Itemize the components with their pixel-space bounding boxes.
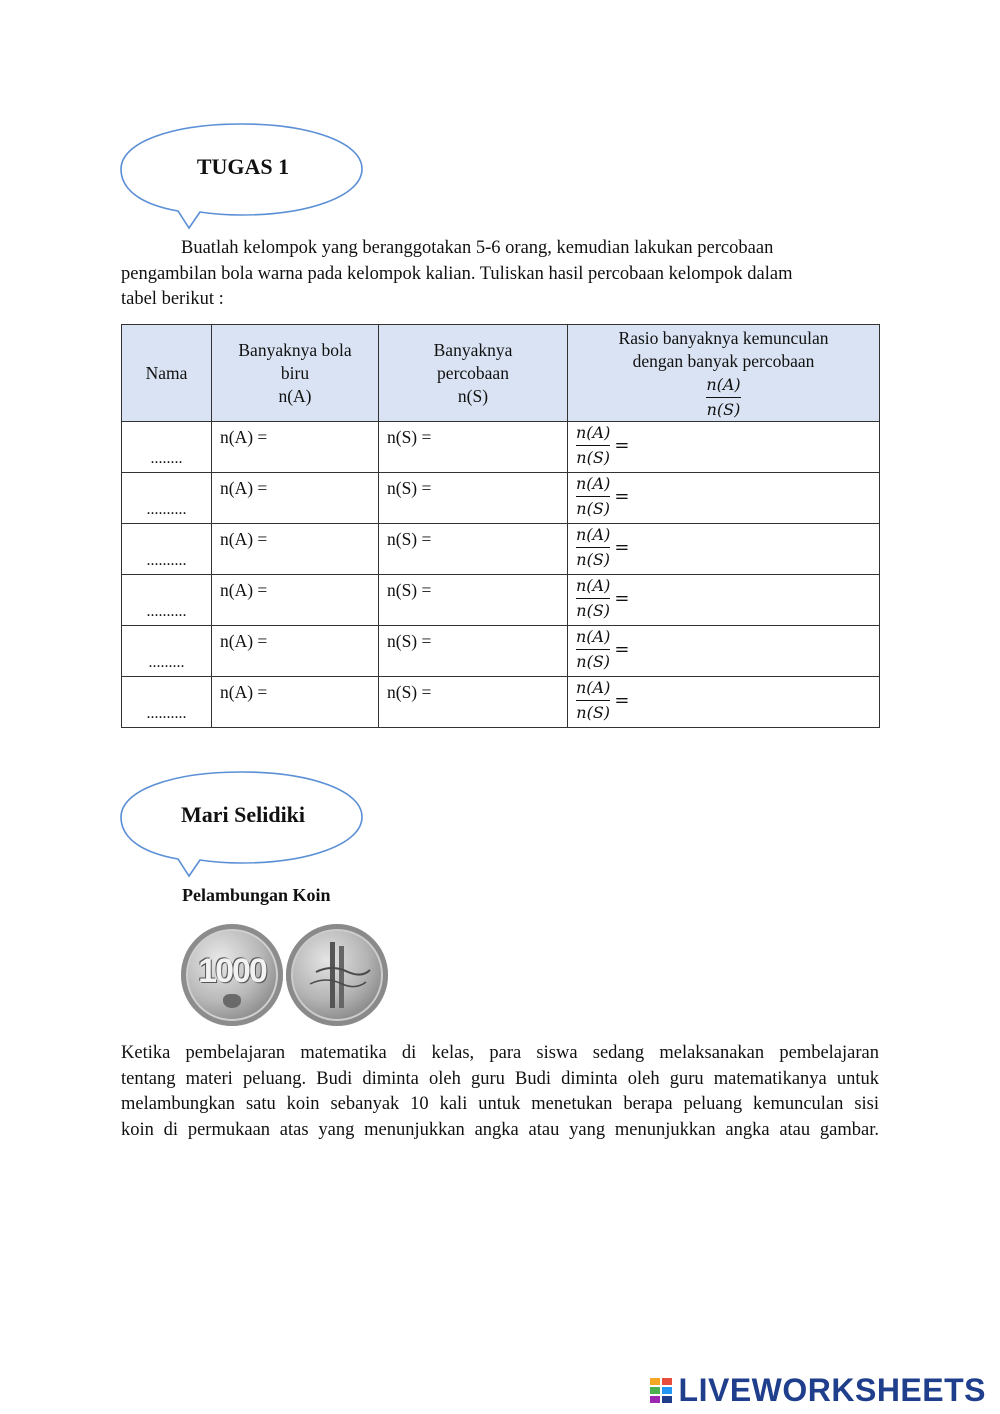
name-cell[interactable] [122, 422, 212, 473]
story-line-4: koin di permukaan atas yang menunjukkan angka atau yang menunjukkan angka atau gambar. [121, 1119, 879, 1140]
ratio-fraction: $\frac{n(A)}{n(S)}$ [576, 678, 611, 722]
ratio-fraction: $\frac{n(A)}{n(S)}$ [576, 576, 611, 620]
ratio-fraction: $\frac{n(A)}{n(S)}$ [576, 525, 611, 569]
story-line-3: melambungkan satu koin sebanyak 10 kali untuk menetukan berapa peluang kemunculan sisi [121, 1094, 879, 1114]
equals-sign: = [614, 435, 630, 456]
header-ratio: Rasio banyaknya kemunculan dengan banyak percobaan $\frac{n(A)}{n(S)}$ [568, 325, 880, 422]
na-cell[interactable] [212, 473, 379, 524]
coin-story-paragraph [121, 1041, 879, 1143]
ns-label: n(S) = [387, 682, 432, 702]
equals-sign: = [614, 690, 630, 711]
intro-line-2: pengambilan bola warna pada kelompok kalian. Tuliskan hasil percobaan kelompok dalam [121, 263, 793, 284]
intro-line-3: tabel berikut : [121, 289, 224, 309]
name-placeholder: .......... [146, 552, 187, 569]
kelapa-sawit-tree-icon [286, 924, 388, 1026]
na-label: n(A) = [220, 580, 268, 600]
table-row [122, 677, 880, 728]
equals-sign: = [614, 639, 630, 660]
task-intro [121, 236, 891, 313]
na-label: n(A) = [220, 631, 268, 651]
equals-sign: = [614, 588, 630, 609]
header-fraction: $\frac{n(A)}{n(S)}$ [706, 374, 741, 419]
ratio-cell[interactable] [568, 422, 880, 473]
name-cell[interactable] [122, 575, 212, 626]
ns-cell[interactable] [379, 422, 568, 473]
ns-label: n(S) = [387, 529, 432, 549]
table-row [122, 575, 880, 626]
story-line-1: Ketika pembelajaran matematika di kelas, para siswa sedang melaksanakan pembelajaran [121, 1043, 879, 1063]
brand-text: LIVEWORKSHEETS [678, 1372, 986, 1408]
investigate-title-bubble [118, 770, 368, 880]
name-placeholder: .......... [146, 501, 187, 518]
coin-back-image [286, 924, 388, 1026]
name-placeholder: ......... [148, 654, 185, 671]
ratio-cell[interactable] [568, 626, 880, 677]
ns-cell[interactable] [379, 524, 568, 575]
na-label: n(A) = [220, 478, 268, 498]
na-cell[interactable] [212, 422, 379, 473]
na-cell[interactable] [212, 575, 379, 626]
header-trials: Banyaknya percobaan n(S) [379, 325, 568, 422]
ratio-cell[interactable] [568, 575, 880, 626]
coin-front-image [181, 924, 283, 1026]
ratio-fraction: $\frac{n(A)}{n(S)}$ [576, 474, 611, 518]
ratio-cell[interactable] [568, 524, 880, 575]
name-placeholder: .......... [146, 603, 187, 620]
name-cell[interactable] [122, 473, 212, 524]
liveworksheets-logo-icon [649, 1376, 675, 1406]
investigate-subtitle: Pelambungan Koin [182, 885, 331, 905]
equals-sign: = [614, 537, 630, 558]
equals-sign: = [614, 486, 630, 507]
name-cell[interactable] [122, 626, 212, 677]
ratio-fraction: $\frac{n(A)}{n(S)}$ [576, 423, 611, 467]
na-label: n(A) = [220, 682, 268, 702]
ns-label: n(S) = [387, 478, 432, 498]
investigate-title: Mari Selidiki [180, 802, 306, 827]
na-cell[interactable] [212, 626, 379, 677]
na-label: n(A) = [220, 427, 268, 447]
header-nama: Nama [122, 325, 212, 422]
garuda-emblem-icon [223, 994, 241, 1008]
ns-label: n(S) = [387, 427, 432, 447]
na-cell[interactable] [212, 524, 379, 575]
story-line-2: tentang materi peluang. Budi diminta oleh guru Budi diminta oleh guru matematikanya untuk [121, 1068, 879, 1089]
table-row [122, 422, 880, 473]
coin-value-text: 1000 [198, 952, 266, 990]
ratio-cell[interactable] [568, 677, 880, 728]
ns-cell[interactable] [379, 473, 568, 524]
ratio-fraction: $\frac{n(A)}{n(S)}$ [576, 627, 611, 671]
name-placeholder: .......... [146, 705, 187, 722]
na-cell[interactable] [212, 677, 379, 728]
table-header-row [122, 325, 880, 422]
header-blue-balls: Banyaknya bola biru n(A) [212, 325, 379, 422]
ns-cell[interactable] [379, 677, 568, 728]
table-row [122, 626, 880, 677]
na-label: n(A) = [220, 529, 268, 549]
ratio-cell[interactable] [568, 473, 880, 524]
table-row [122, 473, 880, 524]
intro-line-1: Buatlah kelompok yang beranggotakan 5-6 orang, kemudian lakukan percobaan [181, 238, 774, 258]
experiment-table [121, 324, 880, 728]
liveworksheets-brand[interactable] [649, 1372, 986, 1409]
task-title-bubble [118, 122, 368, 232]
table-row [122, 524, 880, 575]
name-cell[interactable] [122, 677, 212, 728]
ns-label: n(S) = [387, 631, 432, 651]
ns-label: n(S) = [387, 580, 432, 600]
ns-cell[interactable] [379, 626, 568, 677]
name-placeholder: ........ [150, 450, 183, 467]
name-cell[interactable] [122, 524, 212, 575]
ns-cell[interactable] [379, 575, 568, 626]
task-title: TUGAS 1 [196, 154, 290, 179]
